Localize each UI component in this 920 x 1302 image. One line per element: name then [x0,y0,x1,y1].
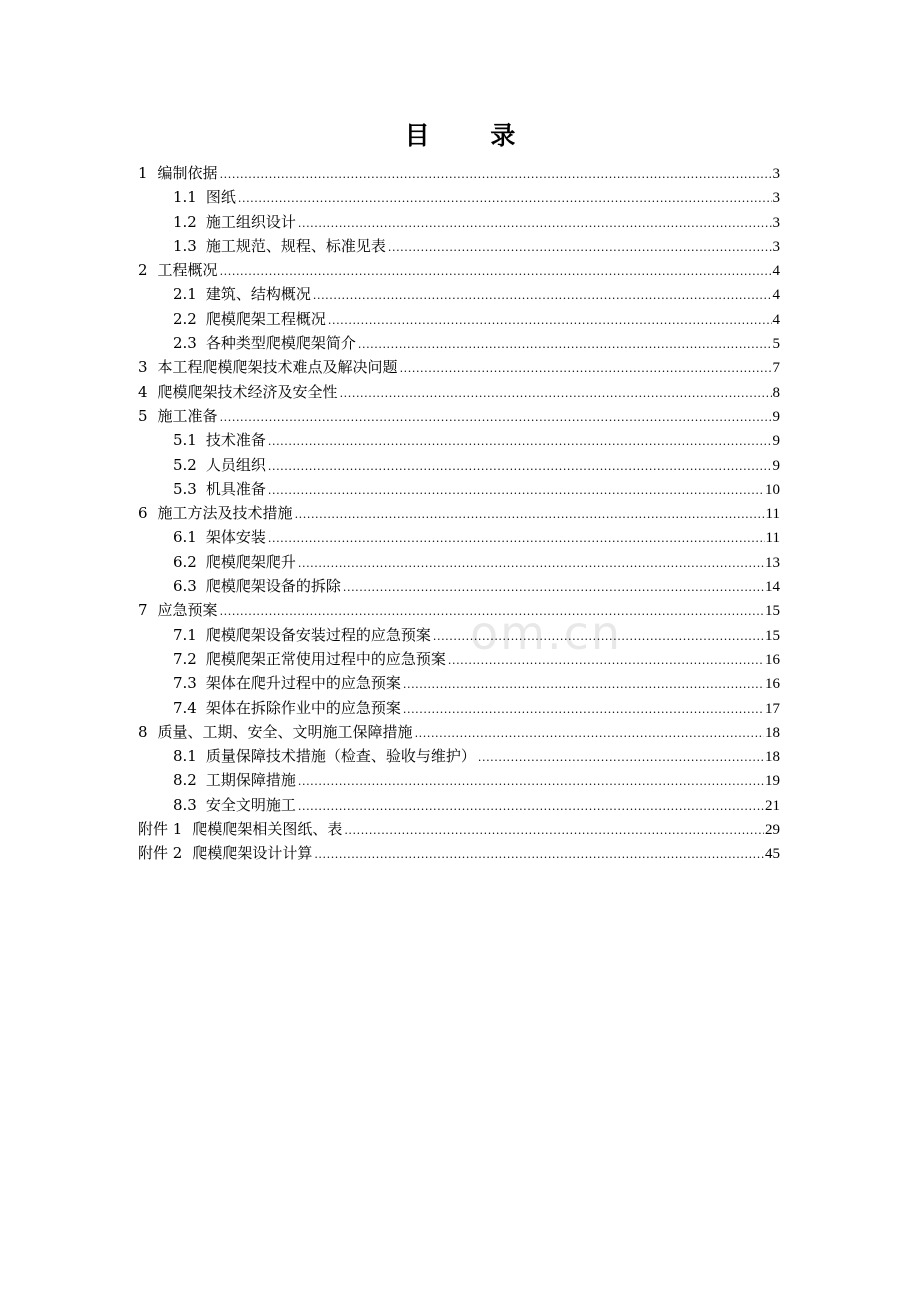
toc-entry-page-number: 8 [772,384,780,401]
toc-dot-leader [268,455,772,479]
toc-dot-leader [298,212,772,236]
page-title: 目 录 [404,121,542,150]
toc-entry[interactable] [138,744,780,768]
toc-dot-leader [220,163,772,187]
toc-dot-leader [314,843,764,867]
toc-entry-page-number: 17 [765,700,780,717]
toc-entry[interactable] [138,210,780,234]
toc-entry-page-number: 4 [772,287,780,304]
toc-entry[interactable] [138,161,780,185]
toc-entry-title: 架体在爬升过程中的应急预案 [205,674,401,693]
toc-entry[interactable] [138,550,780,574]
toc-dot-leader [388,236,772,260]
toc-entry-number: 5.2 [173,455,197,474]
toc-entry-page-number: 16 [765,651,780,668]
toc-entry-page-number: 4 [772,263,780,280]
toc-entry-title: 各种类型爬模爬架简介 [205,334,356,353]
toc-entry[interactable] [138,331,780,355]
toc-entry[interactable] [138,355,780,379]
toc-entry-number: 7.3 [173,674,197,693]
toc-entry-number: 1.3 [173,236,197,255]
toc-dot-leader [220,406,772,430]
toc-entry-title: 爬模爬架工程概况 [205,309,326,328]
toc-entry-number: 8.3 [173,795,197,814]
toc-entry-number: 8.1 [173,747,197,766]
toc-entry-page-number: 18 [765,749,780,766]
toc-entry[interactable] [138,841,780,865]
toc-dot-leader [268,479,764,503]
toc-entry-number: 6.1 [173,528,197,547]
toc-entry-title: 编制依据 [157,164,218,182]
toc-entry-number: 7.4 [173,698,197,717]
toc-entry-title: 机具准备 [205,479,266,498]
toc-entry-page-number: 16 [765,676,780,693]
toc-dot-leader [448,649,764,673]
toc-entry-number: 5.3 [173,479,197,498]
toc-dot-leader [344,819,764,843]
toc-entry-number: 2.2 [173,309,197,328]
toc-entry-title: 爬模爬架正常使用过程中的应急预案 [205,649,446,668]
toc-dot-leader [298,795,764,819]
toc-entry-number: 附件 1 [138,820,183,839]
toc-entry-page-number: 11 [765,506,780,523]
toc-entry-page-number: 15 [765,603,780,620]
toc-entry-title: 技术准备 [205,431,266,450]
toc-entry-page-number: 9 [772,457,780,474]
toc-entry-title: 质量、工期、安全、文明施工保障措施 [157,722,413,741]
toc-entry-title: 爬模爬架设备的拆除 [205,577,341,596]
toc-entry-title: 人员组织 [205,455,266,474]
toc-entry-page-number: 10 [765,481,780,498]
toc-entry-page-number: 3 [772,238,780,255]
toc-entry-title: 应急预案 [157,601,218,620]
toc-entry[interactable] [138,647,780,671]
toc-entry[interactable] [138,307,780,331]
toc-entry-title: 建筑、结构概况 [205,285,311,304]
toc-entry-number: 2.1 [173,285,197,304]
toc-dot-leader [340,382,772,406]
toc-entry-number: 7.2 [173,649,197,668]
toc-entry[interactable] [138,501,780,525]
toc-entry[interactable] [138,768,780,792]
toc-entry-title: 爬模爬架爬升 [205,552,296,571]
toc-entry-page-number: 15 [765,627,780,644]
toc-entry-number: 1.1 [173,188,197,207]
toc-entry[interactable] [138,477,780,501]
toc-entry-page-number: 9 [772,433,780,450]
toc-dot-leader [220,600,764,624]
toc-dot-leader [403,698,764,722]
toc-entry-page-number: 7 [772,360,780,377]
toc-entry-number: 8.2 [173,771,197,790]
toc-entry-number: 4 [138,382,148,401]
toc-entry-page-number: 45 [765,846,780,863]
toc-entry-number: 7.1 [173,625,197,644]
toc-entry-title: 本工程爬模爬架技术难点及解决问题 [157,358,398,377]
toc-entry-title: 架体在拆除作业中的应急预案 [205,698,401,717]
toc-entry-title: 工期保障措施 [205,771,296,790]
toc-entry-page-number: 21 [765,797,780,814]
toc-entry-page-number: 3 [772,214,780,231]
toc-entry-page-number: 14 [765,579,780,596]
toc-entry[interactable] [138,453,780,477]
toc-dot-leader [268,430,772,454]
toc-entry[interactable] [138,696,780,720]
toc-entry-page-number: 13 [765,554,780,571]
toc-dot-leader [313,284,772,308]
toc-entry-page-number: 3 [772,166,780,182]
toc-dot-leader [400,357,772,381]
toc-entry-number: 1 [138,164,148,182]
toc-entry-page-number: 9 [772,408,780,425]
toc-entry-number: 5 [138,406,148,425]
toc-entry[interactable] [138,380,780,404]
toc-dot-leader [220,260,772,284]
toc-entry-page-number: 19 [765,773,780,790]
toc-dot-leader [403,673,764,697]
toc-entry[interactable] [138,185,780,209]
toc-dot-leader [268,527,765,551]
toc-entry[interactable] [138,671,780,695]
toc-entry-title: 图纸 [205,188,236,207]
toc-entry-title: 施工方法及技术措施 [157,504,293,523]
toc-entry[interactable] [138,720,780,744]
toc-entry[interactable] [138,793,780,817]
toc-entry-title: 施工准备 [157,406,218,425]
toc-entry-title: 施工规范、规程、标准见表 [205,236,386,255]
toc-dot-leader [238,187,772,211]
toc-entry-page-number: 11 [765,530,780,547]
toc-entry[interactable] [138,525,780,549]
toc-entry-number: 1.2 [173,212,197,231]
toc-dot-leader [295,503,765,527]
toc-entry-page-number: 3 [772,190,780,207]
toc-entry-page-number: 5 [772,336,780,353]
toc-entry-title: 爬模爬架技术经济及安全性 [157,382,338,401]
toc-entry-title: 爬模爬架设备安装过程的应急预案 [205,625,431,644]
toc-entry-title: 爬模爬架相关图纸、表 [192,820,343,839]
toc-entry-number: 附件 2 [138,844,183,863]
toc-dot-leader [433,625,764,649]
toc-dot-leader [328,309,772,333]
toc-entry-title: 爬模爬架设计计算 [192,844,313,863]
toc-entry-page-number: 18 [765,724,780,741]
toc-entry-title: 安全文明施工 [205,795,296,814]
toc-entry-title: 架体安装 [205,528,266,547]
toc-entry[interactable] [138,817,780,841]
toc-entry[interactable] [138,258,780,282]
toc-dot-leader [358,333,772,357]
toc-dot-leader [298,770,764,794]
toc-entry[interactable] [138,234,780,258]
toc-entry-number: 6.2 [173,552,197,571]
toc-entry-number: 8 [138,722,148,741]
toc-entry-number: 5.1 [173,431,197,450]
toc-entry-number: 2 [138,261,148,280]
toc-entry[interactable] [138,574,780,598]
toc-entry[interactable] [138,404,780,428]
toc-entry[interactable] [138,598,780,622]
toc-entry-number: 6.3 [173,577,197,596]
toc-entry[interactable] [138,428,780,452]
toc-entry-number: 3 [138,358,148,377]
watermark: om.cn [470,606,623,660]
toc-entry-title: 工程概况 [157,261,218,280]
toc-dot-leader [415,722,764,746]
toc-dot-leader [478,746,764,770]
toc-entry-number: 6 [138,504,148,523]
toc-dot-leader [298,552,764,576]
toc-entry-page-number: 4 [772,311,780,328]
table-of-contents [138,161,780,866]
toc-entry[interactable] [138,623,780,647]
toc-entry-number: 2.3 [173,334,197,353]
toc-entry-title: 施工组织设计 [205,212,296,231]
toc-entry-number: 7 [138,601,148,620]
toc-entry[interactable] [138,282,780,306]
toc-entry-page-number: 29 [765,822,780,839]
toc-entry-title: 质量保障技术措施（检查、验收与维护） [205,747,476,766]
toc-dot-leader [343,576,764,600]
